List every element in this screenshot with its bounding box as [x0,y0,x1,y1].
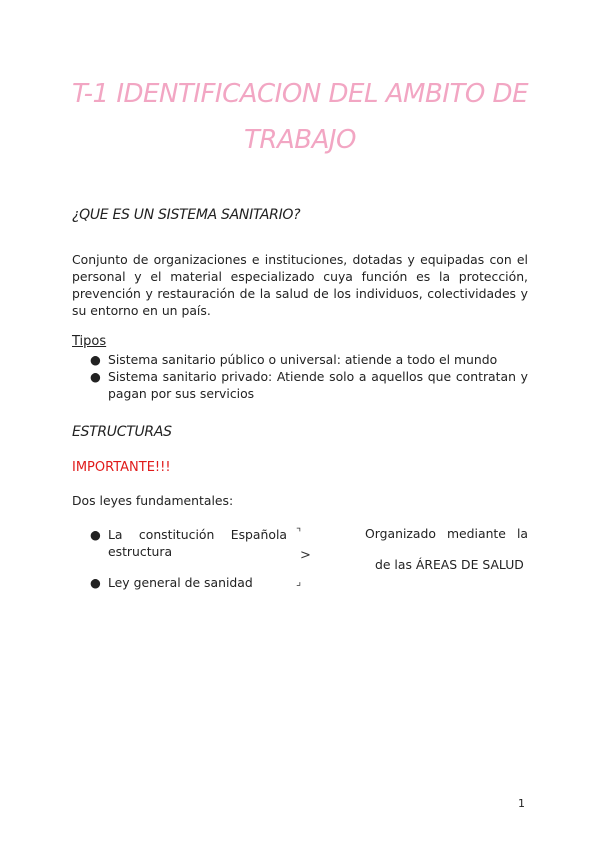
title-line-2: TRABAJO [244,125,356,155]
brace-bottom-icon: ⌟ [296,575,302,588]
list-item: ● Sistema sanitario público o universal: atiende a todo el mundo [90,352,498,367]
bullet-icon: ● [90,575,101,590]
organized-text-line-1: Organizado mediante la [365,526,528,541]
bullet-icon: ● [90,352,101,367]
list-item: ● Sistema sanitario privado: Atiende solo a aquellos que contratan y pagan por sus servicios [90,369,528,401]
tipos-heading: Tipos [72,334,107,349]
organized-text-line-2: de las ÁREAS DE SALUD [375,557,524,572]
bullet-icon: ● [90,369,101,384]
definition-paragraph: Conjunto de organizaciones e instituciones, dotadas y equipadas con el personal y el material especializado cuya función es la protección, prevención y restauración de la salud de los individuos, colectividades y su entorno en un país. [72,252,528,318]
tipos-list [72,351,528,402]
leyes-intro: Dos leyes fundamentales: [72,493,234,508]
page-number: 1 [518,797,525,810]
list-item: ● La constitución Española estructura [90,527,287,559]
brace-middle-icon: > [300,548,311,563]
brace-top-icon: ⌝ [296,526,302,539]
bullet-icon: ● [90,527,101,542]
section-heading-sistema-sanitario: ¿QUE ES UN SISTEMA SANITARIO? [72,207,301,223]
section-heading-estructuras: ESTRUCTURAS [72,424,172,440]
list-item: ● Ley general de sanidad [90,575,253,590]
leyes-list [72,526,287,591]
title-line-1: T-1 IDENTIFICACION DEL AMBITO DE [71,79,529,109]
important-note: IMPORTANTE!!! [72,460,171,475]
